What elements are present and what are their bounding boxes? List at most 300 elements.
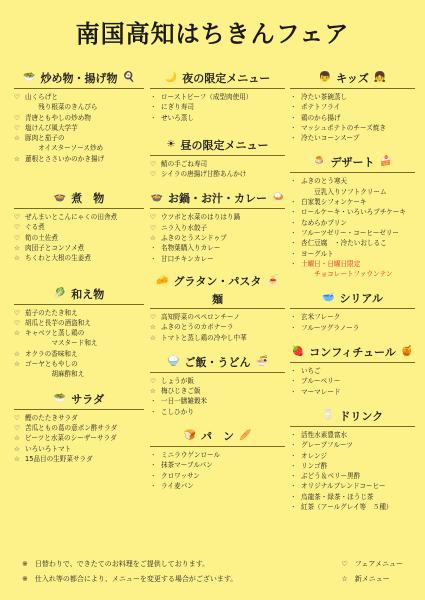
item-marker: ☆ [150,333,156,342]
section-title: 夜の限定メニュー [182,72,271,85]
item-text: 一日一膳雑穀米 [161,397,208,406]
menu-item [290,133,415,143]
glass-icon: 🥛 [321,409,335,421]
section-header [14,190,144,209]
item-marker: ☆ [14,349,20,358]
menu-item [150,333,285,343]
item-text: マーマレード [301,387,341,396]
section-title: グラタン・パスタ [173,274,262,288]
menu-item [290,461,415,471]
dessert-icon: 🍮 [313,156,326,168]
item-marker: ☆ [14,360,20,369]
menu-item [150,450,285,460]
section-dessert [290,154,415,279]
item-text: 土曜日・日曜日限定 [301,259,361,268]
item-text: オイスターソース炒め [25,144,104,153]
item-text: フルーツグラノーラ [301,323,360,332]
pot-icon: 🍲 [150,192,163,204]
item-text: ライ麦パン [161,481,194,490]
item-text: 烏龍茶・緑茶・ほうじ茶 [301,492,374,501]
bread-icon: 🍞 [183,430,196,442]
menu-list [150,212,285,263]
menu-item [150,243,285,253]
section-header [290,408,415,427]
menu-item [14,243,144,253]
section-header [14,391,144,410]
item-text: ぜんまいとこんにゃくの田舎煮 [25,213,118,222]
menu-item [14,212,144,222]
item-marker: ☆ [14,154,20,163]
item-text: オリジナルブレンドコーヒー [301,482,386,491]
menu-list [290,176,415,279]
item-text: 苦瓜ともの葛の意ポン酢サラダ [25,423,118,432]
item-text: 胡瓜と長芋の酒盗和え [25,318,91,327]
item-text: キャベツと蒸し鶏の [25,329,85,338]
footer-notes [22,557,237,587]
item-marker: ・ [290,218,297,227]
section-gohan [150,354,285,417]
menu-item [290,176,415,186]
item-text: ヨーグルト [301,249,334,258]
menu-item [290,492,415,502]
child-face-icon: 👧 [373,72,387,83]
section-nimono [14,190,144,263]
item-text: 胡麻酢和え [25,370,85,379]
baguette-icon: 🥖 [239,430,252,442]
item-marker: ・ [150,103,157,112]
menu-item [290,187,415,197]
section-header [14,70,144,89]
item-marker: ☆ [14,454,20,463]
section-title: ご飯・うどん [184,355,251,369]
moon-icon: 🌙 [164,72,178,83]
menu-item [14,102,144,112]
item-text: チョコレートファウンテン [301,270,393,279]
item-text: ロールケーキ・いろいろプチケーキ [301,208,406,217]
item-marker: ・ [150,397,157,406]
section-salad [14,391,144,464]
menu-item [14,123,144,133]
item-marker: ・ [290,228,297,237]
menu-list [290,312,415,333]
section-title: お鍋・お汁・カレー [168,192,267,206]
jam-jar-icon: 🍓 [291,346,305,358]
item-text: 冷たいコーンスープ [301,134,360,143]
item-marker: ・ [290,249,297,258]
menu-item [14,423,144,433]
item-marker: ♡ [14,223,20,232]
item-marker: ・ [290,177,297,186]
menu-item [150,407,285,417]
item-marker [14,369,25,379]
section-confiture [290,344,415,397]
section-title: デザート [330,156,375,170]
section-header [290,70,415,89]
item-marker: ・ [150,471,157,480]
item-marker: ・ [150,407,157,416]
item-marker: ♡ [14,233,20,242]
menu-item [14,369,144,379]
menu-item [290,440,415,450]
item-marker: ♡ [14,113,20,122]
section-header [14,286,144,305]
item-marker: ・ [150,254,157,263]
menu-item [150,159,285,169]
item-marker: ・ [150,451,157,460]
child-face-icon: 👦 [318,72,332,83]
item-text: ウツボと水菜のはりはり鍋 [161,213,241,222]
item-text: ちくわと大根の生姜煮 [25,254,91,263]
item-text: 茄子のたたき和え [25,308,78,317]
menu-item [150,223,285,233]
section-drink [290,408,415,512]
item-text: せいろ蒸し [161,113,194,122]
item-text: こしひかり [161,407,194,416]
menu-item [290,123,415,133]
item-text: ブルーベリー [301,377,341,386]
item-marker: ☆ [150,387,156,396]
menu-item [14,433,144,443]
item-text: 高知野菜のペペロンチーノ [161,312,240,321]
section-title: コンフィチュール [309,346,396,360]
legend-fair: ♡ フェアメニュー [341,560,403,568]
menu-item [290,387,415,397]
section-kids [290,70,415,143]
item-marker: ・ [290,123,297,132]
item-text: オレンジ [301,451,328,460]
menu-item [14,413,144,423]
legend [341,557,403,587]
section-header [150,70,285,89]
menu-item [150,92,285,102]
item-text: ふきのとうスンドゥブ [161,234,227,243]
menu-item [14,328,144,338]
section-header [290,154,415,173]
item-marker: ・ [150,93,157,101]
item-text: 鯖の手ごね寿司 [161,159,208,168]
item-marker [14,102,25,112]
menu-item [14,444,144,454]
legend-new: ☆ 新メニュー [341,575,390,583]
cereal-bowl-icon: 🥣 [321,292,335,304]
item-marker: ☆ [14,243,20,252]
item-text: マッシュポテトのチーズ焼き [301,123,386,132]
item-marker [290,269,301,279]
item-marker: ・ [290,93,297,101]
menu-list [150,376,285,417]
menu-item [150,312,285,322]
section-gratin [150,275,285,343]
item-marker: ・ [290,323,297,332]
menu-item [290,366,415,376]
item-marker: ・ [290,313,297,322]
item-marker: ☆ [14,254,20,263]
fried-food-icon: 🍳 [122,72,135,83]
item-text: 豚肉と茄子の [25,134,65,143]
section-cereal [290,290,415,333]
menu-item [150,481,285,491]
sun-icon: ☀ [166,138,176,150]
item-text: なめらかプリン [301,218,347,227]
section-title: 昼の限定メニュー [180,138,269,152]
menu-item [290,430,415,440]
item-text: 山くらげと [25,93,58,101]
section-nabe [150,190,285,263]
item-text: 名物葉購入りカレー [161,244,221,253]
menu-list [14,413,144,464]
item-marker: ♡ [14,423,20,432]
item-text: 15品目の生野菜サラダ [25,454,93,463]
item-marker [14,143,25,153]
menu-item [150,233,285,243]
item-marker: ♡ [150,213,156,222]
item-text: ローストビーフ（成型肉使用） [161,93,253,101]
item-marker: ♡ [14,318,20,327]
menu-item [150,322,285,332]
item-text: 鶏のから揚げ [301,113,341,122]
item-text: 杏仁豆腐 ・冷たいおしるこ [301,239,387,248]
item-marker: ♡ [150,312,156,321]
menu-list [150,92,285,123]
menu-item [290,451,415,461]
item-text: フルーツゼリー・コーヒーゼリー [301,228,399,237]
menu-item [14,113,144,123]
item-marker: ・ [290,259,297,268]
item-text: ポテトフライ [301,103,341,112]
menu-item [14,454,144,464]
item-text: 冷たい茶碗蒸し [301,93,348,101]
section-title: 和え物 [71,287,105,301]
section-title: キッズ [336,72,369,85]
menu-item [290,502,415,512]
item-marker: ・ [290,451,297,460]
item-marker: ・ [290,482,297,491]
menu-item [150,113,285,123]
item-text: マスタード和え [25,339,98,348]
item-marker: ♡ [150,376,156,385]
section-title: 炒め物・揚げ物 [40,72,118,85]
menu-item [14,222,144,232]
item-marker: ♡ [14,413,20,422]
menu-item [150,169,285,179]
menu-item [290,481,415,491]
column-middle [150,70,285,502]
footer-note: ※ 日替わりで、できたてのお料理をご提供しております。 [22,560,210,568]
menu-item [290,259,415,269]
menu-item [14,133,144,143]
menu-item [290,249,415,259]
curry-icon: 🍛 [272,192,285,204]
item-marker: ・ [290,134,297,143]
item-text: ビーツと水菜のシーザーサラダ [25,434,117,443]
section-title: シリアル [339,292,383,306]
jam-jar-icon: 🍯 [400,346,414,358]
item-text: クロワッサン [161,471,200,480]
pot-icon: 🍲 [53,192,67,204]
menu-item [150,471,285,481]
item-marker: ♡ [150,159,156,168]
item-marker: ・ [290,387,297,396]
item-text: 蓮根とささいかのかき揚げ [25,154,105,163]
section-title: サラダ [71,392,105,406]
item-text: 玄米フレーク [301,313,341,322]
item-text: 残り根菜のきんぴら [25,103,98,112]
item-marker [14,338,25,348]
section-header [150,275,285,309]
section-title: ドリンク [339,409,384,423]
section-header [290,290,415,309]
bowl-icon: 🥬 [53,287,67,299]
menu-item [14,308,144,318]
item-text: ぶどう＆ベリー黒酢 [301,472,361,481]
page-title: 南国高知はちきんフェア [75,20,350,48]
item-marker: ・ [150,461,157,470]
item-text: 塩けんび風大学芋 [25,123,78,132]
item-marker: ♡ [14,123,20,132]
menu-list [290,366,415,397]
menu-list [290,430,415,512]
item-marker: ・ [150,244,157,253]
section-title-line2: 麺 [212,292,223,306]
item-text: にぎり寿司 [161,103,194,112]
item-text: ふきのとう寒天 [301,177,348,186]
item-marker: ☆ [14,134,20,143]
menu-item [150,254,285,264]
item-marker: ・ [290,103,297,112]
footer-note: ※ 仕入れ等の都合により、メニューを変更する場合がございます。 [22,575,238,583]
menu-item [14,338,144,348]
section-header [290,344,415,363]
item-marker: ♡ [150,170,156,179]
item-marker: ・ [290,503,297,512]
item-text: 豆乳入りソフトクリーム [301,187,387,196]
item-text: ミニラウゲンロール [161,451,221,460]
item-marker: ・ [290,430,297,439]
item-marker: ・ [290,441,297,450]
item-marker: ♡ [14,93,20,101]
item-marker: ☆ [150,234,156,243]
gratin-icon: 🧀 [156,275,169,287]
menu-item [150,460,285,470]
item-text: 活性水素豊富水 [301,430,348,439]
menu-item [150,212,285,222]
item-text: ぐる煮 [25,223,45,232]
menu-item [290,312,415,322]
item-text: 梅ひじきご飯 [161,387,201,396]
section-agemono [14,70,144,164]
item-marker: ☆ [14,434,20,443]
menu-list [150,312,285,343]
item-marker: ♡ [14,213,20,222]
menu-item [14,233,144,243]
section-title: パ ン [201,430,234,444]
menu-list [150,450,285,491]
item-text: ニラ入り水餃子 [161,223,208,232]
item-marker: ☆ [150,323,156,332]
item-marker: ・ [290,113,297,122]
section-header [150,428,285,447]
section-header [150,190,285,209]
menu-item [290,238,415,248]
salad-icon: 🥗 [53,392,67,404]
item-marker: ・ [150,481,157,490]
menu-item [290,269,415,279]
item-marker [290,187,301,197]
item-text: ゴーヤともやしの [25,360,78,369]
item-marker: ・ [290,239,297,248]
cake-icon: 🍰 [379,156,392,168]
item-marker: ・ [290,472,297,481]
udon-icon: 🍜 [255,355,268,367]
item-marker: ・ [290,461,297,470]
item-text: いろいろトマト [25,444,72,453]
menu-item [150,386,285,396]
menu-item [14,154,144,164]
menu-item [290,207,415,217]
item-text: 鰹のたたきサラダ [25,413,78,422]
menu-item [290,323,415,333]
item-marker: ・ [150,113,157,122]
menu-list [290,92,415,143]
menu-item [290,92,415,102]
rice-bowl-icon: 🍚 [167,355,180,367]
pasta-icon: 🍝 [266,275,279,287]
section-night [150,70,285,123]
menu-item [290,376,415,386]
menu-item [150,396,285,406]
section-header [150,137,285,156]
item-text: 青唐ともやしの炒め物 [25,113,91,122]
menu-list [14,308,144,380]
menu-item [14,143,144,153]
menu-list [14,212,144,263]
section-title: 煮 物 [71,192,105,206]
salad-bowl-icon: 🥗 [23,72,36,83]
item-text: 白家製シフォンケーキ [301,198,367,207]
menu-item [14,318,144,328]
item-text: いちご [301,367,321,376]
menu-item [14,349,144,359]
menu-item [150,376,285,386]
item-text: リンゴ酢 [301,461,328,470]
menu-item [290,197,415,207]
menu-item [290,471,415,481]
menu-item [14,92,144,102]
item-marker: ・ [290,367,297,376]
menu-item [290,113,415,123]
item-marker: ・ [290,198,297,207]
item-text: ふきのとうのカボナーラ [161,323,234,332]
item-text: オクラの香味和え [25,349,78,358]
item-text: 肉団子とコンソメ煮 [25,243,85,252]
item-marker: ・ [290,208,297,217]
column-left [14,70,144,475]
menu-item [290,102,415,112]
item-text: 抹茶マーブルパン [161,461,213,470]
item-text: しょうが飯 [161,376,194,385]
item-marker: ☆ [14,444,20,453]
item-text: トマトと蒸し鶏の冷やし中華 [161,333,247,342]
menu-list [14,92,144,164]
column-right [290,70,415,523]
item-marker: ・ [290,377,297,386]
item-text: 筍の土佐煮 [25,233,58,242]
item-marker: ☆ [14,329,20,338]
section-header [150,354,285,373]
item-text: 紅茶（アールグレイ等 ５種） [301,503,393,512]
item-marker: ♡ [150,223,156,232]
item-marker: ♡ [14,308,20,317]
